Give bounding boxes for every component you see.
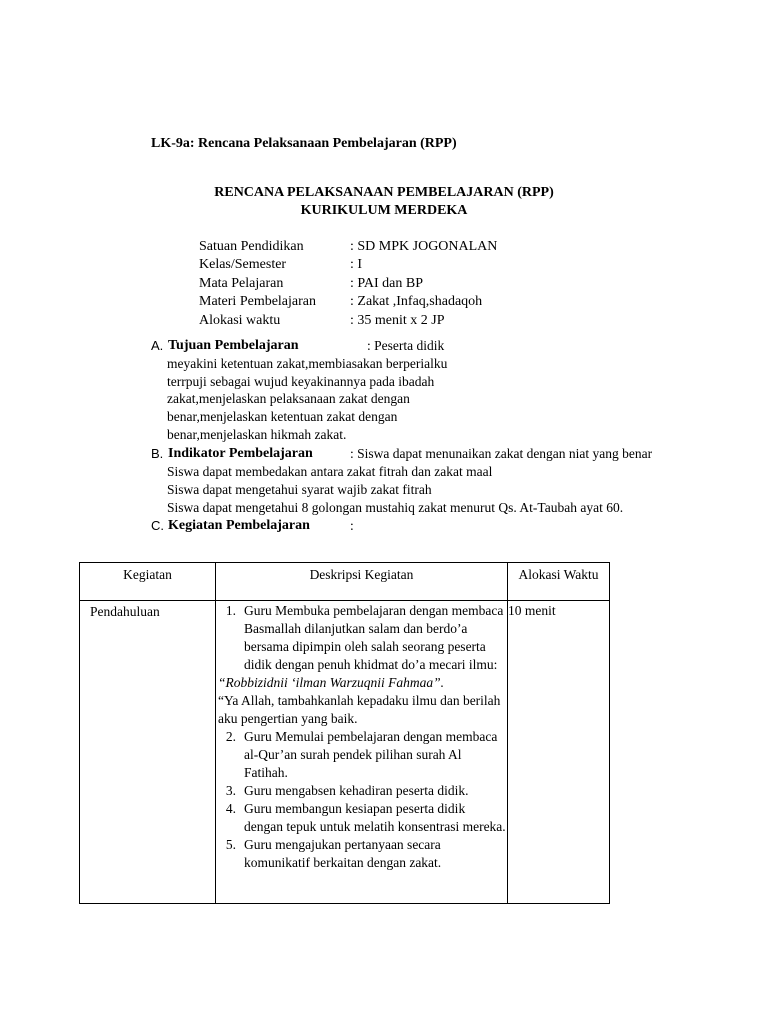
identity-label: Satuan Pendidikan — [199, 239, 304, 254]
identity-row — [199, 238, 497, 256]
identity-value: : SD MPK JOGONALAN — [350, 239, 498, 254]
header-deskripsi: Deskripsi Kegiatan — [216, 563, 508, 601]
section-colon-text: : — [350, 518, 354, 533]
list-item — [216, 800, 507, 836]
section-title: Indikator Pembelajaran — [168, 446, 313, 461]
list-item — [216, 782, 507, 800]
header-kegiatan: Kegiatan — [80, 563, 216, 601]
list-text: Guru membangun kesiapan peserta didik dengan tepuk untuk melatih konsentrasi mereka. — [244, 801, 506, 834]
section-line: Siswa dapat mengetahui syarat wajib zakat fitrah — [167, 482, 432, 497]
section-line: benar,menjelaskan ketentuan zakat dengan — [167, 409, 398, 424]
identity-block — [199, 238, 497, 330]
section-title: Kegiatan Pembelajaran — [168, 518, 310, 533]
section-line: benar,menjelaskan hikmah zakat. — [167, 427, 347, 442]
identity-row — [199, 256, 497, 274]
section-letter: B. — [151, 446, 164, 461]
kegiatan-table — [79, 562, 610, 904]
list-number: 2. — [225, 729, 236, 744]
list-item — [216, 602, 507, 674]
identity-label: Alokasi waktu — [199, 312, 281, 328]
identity-label: Materi Pembelajaran — [199, 294, 317, 310]
cell-deskripsi — [216, 601, 508, 904]
identity-label: Kelas/Semester — [199, 257, 287, 273]
list-text: Guru mengajukan pertanyaan secara komunikatif berkaitan dengan zakat. — [244, 837, 442, 870]
section-line: Siswa dapat membedakan antara zakat fitrah dan zakat maal — [167, 464, 493, 479]
identity-value: : PAI dan BP — [350, 275, 424, 291]
section-line: zakat,menjelaskan pelaksanaan zakat dengan — [167, 391, 410, 406]
identity-label: Mata Pelajaran — [199, 275, 284, 291]
header-alokasi: Alokasi Waktu — [508, 563, 610, 601]
list-number: 3. — [225, 783, 236, 798]
list-number: 5. — [225, 837, 236, 852]
section-colon-text: : Peserta didik — [367, 338, 445, 353]
document-heading: RENCANA PELAKSANAAN PEMBELAJARAN (RPP) — [214, 185, 554, 200]
list-number: 4. — [225, 801, 236, 816]
identity-row — [199, 293, 497, 311]
lk-title: LK-9a: Rencana Pelaksanaan Pembelajaran (RPP) — [151, 136, 457, 151]
list-text: Guru Membuka pembelajaran dengan membaca Basmallah dilanjutkan salam dan berdo’a bersama dipimpin oleh salah seorang peserta didik dengan penuh khidmat do’a mecari ilmu: — [244, 603, 504, 672]
table-row — [80, 601, 610, 904]
doa-translation: “Ya Allah, tambahkanlah kepadaku ilmu dan berilah aku pengertian yang baik. — [218, 693, 501, 726]
section-line: meyakini ketentuan zakat,membiasakan berperialku — [167, 356, 448, 371]
identity-row — [199, 312, 497, 330]
section-line: Siswa dapat mengetahui 8 golongan mustahiq zakat menurut Qs. At-Taubah ayat 60. — [167, 500, 624, 515]
table-header-row — [80, 563, 610, 601]
cell-kegiatan: Pendahuluan — [80, 601, 216, 904]
cell-alokasi: 10 menit — [508, 601, 610, 904]
list-item — [216, 728, 507, 782]
section-title: Tujuan Pembelajaran — [168, 338, 299, 353]
list-number: 1. — [225, 603, 236, 618]
document-subheading: KURIKULUM MERDEKA — [300, 203, 468, 218]
section-letter: A. — [151, 338, 164, 353]
identity-row — [199, 275, 497, 293]
list-text: Guru Memulai pembelajaran dengan membaca al-Qur’an surah pendek pilihan surah Al Fatihah. — [244, 729, 498, 780]
section-letter: C. — [151, 518, 164, 533]
section-line: terrpuji sebagai wujud keyakinannya pada ibadah — [167, 374, 435, 389]
doa-arabic: “Robbizidnii ‘ilman Warzuqnii Fahmaa”. — [218, 675, 445, 690]
identity-value: : 35 menit x 2 JP — [350, 312, 445, 328]
section-colon-text: : Siswa dapat menunaikan zakat dengan niat yang benar — [350, 446, 653, 461]
identity-value: : I — [350, 257, 363, 273]
list-text: Guru mengabsen kehadiran peserta didik. — [244, 783, 469, 798]
identity-value: : Zakat ,Infaq,shadaqoh — [350, 294, 483, 310]
list-item — [216, 836, 507, 872]
